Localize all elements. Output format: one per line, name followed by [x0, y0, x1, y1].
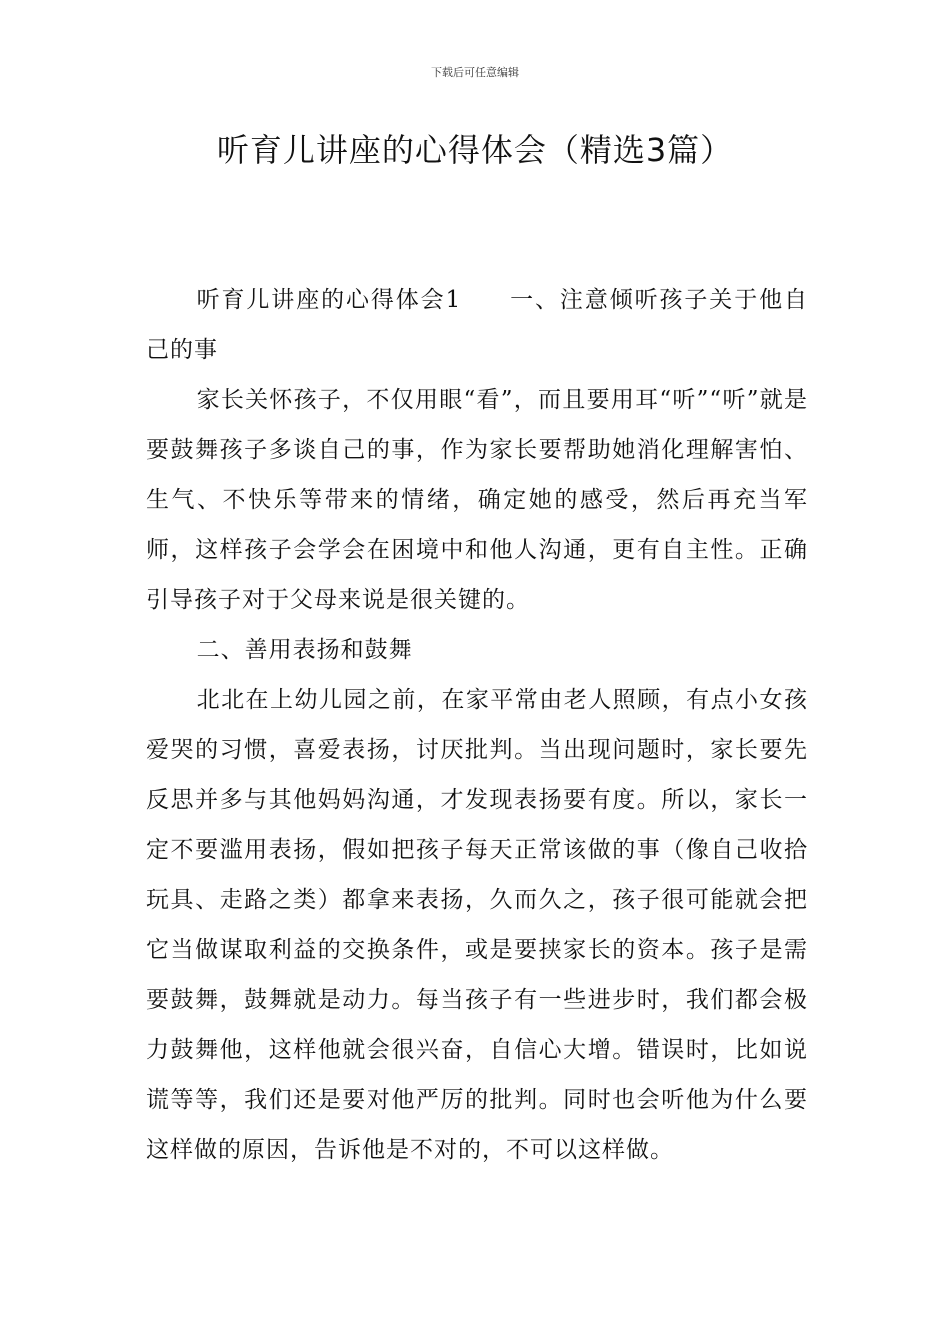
document-title: 听育儿讲座的心得体会（精选3篇）	[216, 131, 734, 169]
section1-heading: 一、注意倾听孩子关于他自己的事	[146, 287, 808, 363]
section2-heading: 二、善用表扬和鼓舞	[196, 637, 413, 663]
paragraph-1: 家长关怀孩子，不仅用眼“看”，而且要用耳“听”“听”就是要鼓舞孩子多谈自己的事，作为家长要帮助她消化理解害怕、生气、不快乐等带来的情绪，确定她的感受，然后再充当军师，这样孩子会学会在困境中和他人沟通，更有自主性。正确引导孩子对于父母来说是很关键的。	[146, 387, 808, 613]
intro-paragraph	[146, 275, 808, 375]
paragraph-2: 北北在上幼儿园之前，在家平常由老人照顾，有点小女孩爱哭的习惯，喜爱表扬，讨厌批判。当出现问题时，家长要先反思并多与其他妈妈沟通，才发现表扬要有度。所以，家长一定不要滥用表扬，假如把孩子每天正常该做的事（像自己收拾玩具、走路之类）都拿来表扬，久而久之，孩子很可能就会把它当做谋取利益的交换条件，或是要挟家长的资本。孩子是需要鼓舞，鼓舞就是动力。每当孩子有一些进步时，我们都会极力鼓舞他，这样他就会很兴奋，自信心大增。错误时，比如说谎等等，我们还是要对他严厉的批判。同时也会听他为什么要这样做的原因，告诉他是不对的，不可以这样做。	[146, 687, 808, 1163]
header-note: 下载后可任意编辑	[431, 66, 519, 79]
essay-heading: 听育儿讲座的心得体会1	[196, 287, 462, 313]
document-body	[146, 275, 808, 1175]
